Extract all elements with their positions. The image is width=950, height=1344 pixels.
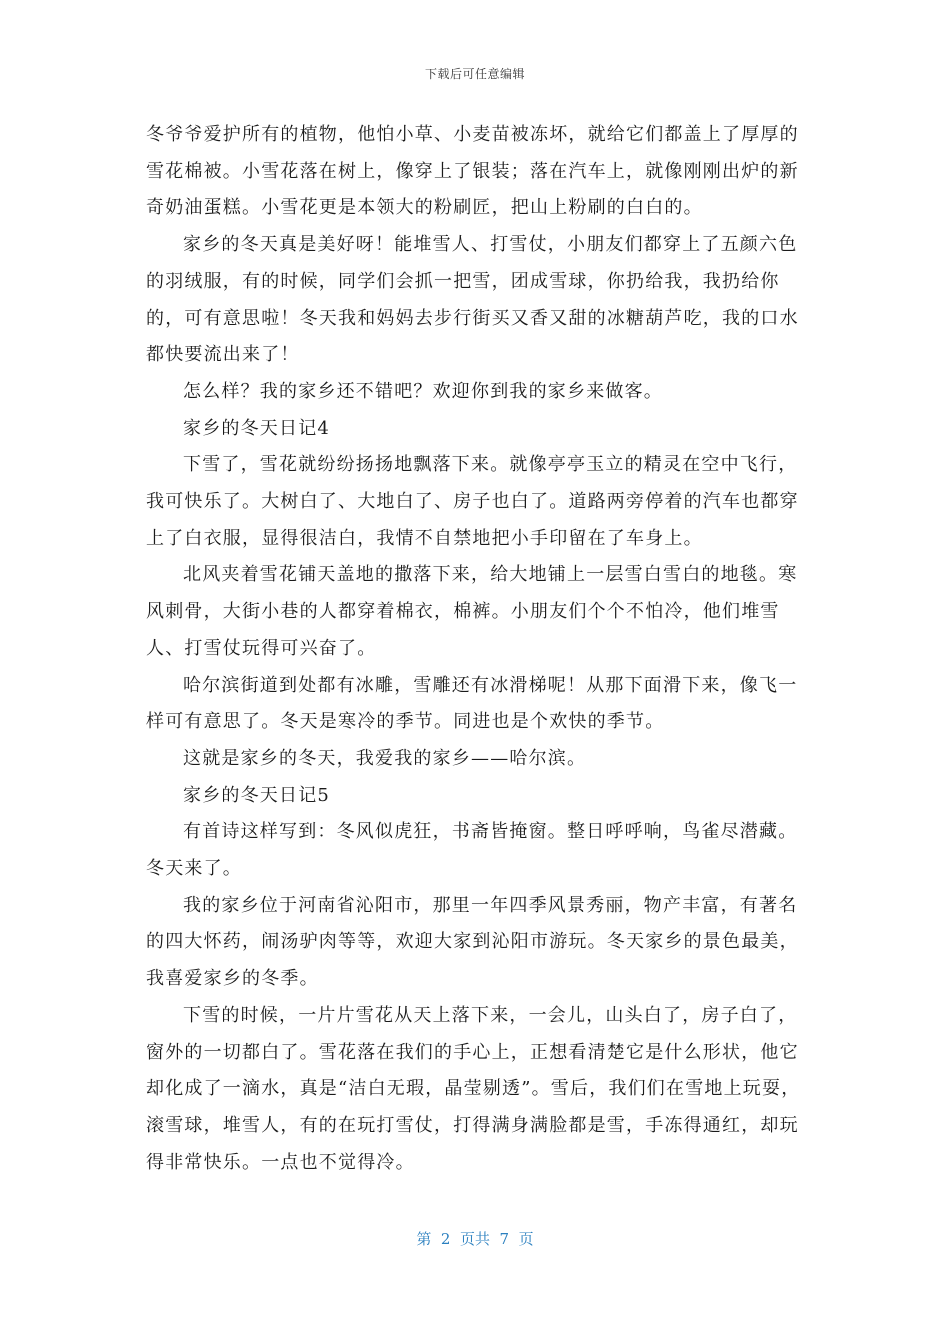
section-heading: 家乡的冬天日记4 (183, 417, 331, 439)
paragraph: 哈尔滨街道到处都有冰雕，雪雕还有冰滑梯呢！从那下面滑下来，像飞一样可有意思了。冬天是寒冷的季节。同进也是个欢快的季节。 (146, 674, 798, 733)
paragraph: 怎么样？我的家乡还不错吧？欢迎你到我的家乡来做客。 (183, 380, 663, 402)
section-heading: 家乡的冬天日记5 (183, 784, 331, 806)
paragraph: 家乡的冬天真是美好呀！能堆雪人、打雪仗，小朋友们都穿上了五颜六色的羽绒服，有的时候，同学们会抓一把雪，团成雪球，你扔给我，我扔给你的，可有意思啦！冬天我和妈妈去步行街买又香又甜的冰糖葫芦吃，我的口水都快要流出来了！ (146, 234, 799, 366)
page-header: 下载后可任意编辑 (424, 67, 525, 81)
paragraph: 北风夹着雪花铺天盖地的撒落下来，给大地铺上一层雪白雪白的地毯。寒风刺骨，大街小巷的人都穿着棉衣，棉裤。小朋友们个个不怕冷，他们堆雪人、打雪仗玩得可兴奋了。 (146, 564, 798, 659)
paragraph: 我的家乡位于河南省沁阳市，那里一年四季风景秀丽，物产丰富，有著名的四大怀药，闹汤驴肉等等，欢迎大家到沁阳市游玩。冬天家乡的景色最美，我喜爱家乡的冬季。 (146, 894, 799, 990)
paragraph: 下雪了，雪花就纷纷扬扬地飘落下来。就像亭亭玉立的精灵在空中飞行，我可快乐了。大树白了、大地白了、房子也白了。道路两旁停着的汽车也都穿上了白衣服，显得很洁白，我情不自禁地把小手印留在了车身上。 (146, 454, 799, 549)
paragraph: 冬爷爷爱护所有的植物，他怕小草、小麦苗被冻坏，就给它们都盖上了厚厚的雪花棉被。小雪花落在树上，像穿上了银装；落在汽车上，就像刚刚出炉的新奇奶油蛋糕。小雪花更是本领大的粉刷匠，把山上粉刷的白白的。 (146, 124, 799, 219)
paragraph: 有首诗这样写到：冬风似虎狂，书斋皆掩窗。整日呼呼响，鸟雀尽潜藏。冬天来了。 (146, 821, 798, 880)
page-number: 第 2 页共 7 页 (416, 1230, 534, 1248)
paragraph: 下雪的时候，一片片雪花从天上落下来，一会儿，山头白了，房子白了，窗外的一切都白了。雪花落在我们的手心上，正想看清楚它是什么形状，他它却化成了一滴水，真是“洁白无瑕，晶莹剔透”。雪后，我们们在雪地上玩耍，滚雪球，堆雪人，有的在玩打雪仗，打得满身满脸都是雪，手冻得通红，却玩得非常快乐。一点也不觉得冷。 (146, 1004, 801, 1173)
document-body (146, 117, 814, 1181)
paragraph: 这就是家乡的冬天，我爱我的家乡——哈尔滨。 (183, 747, 587, 769)
